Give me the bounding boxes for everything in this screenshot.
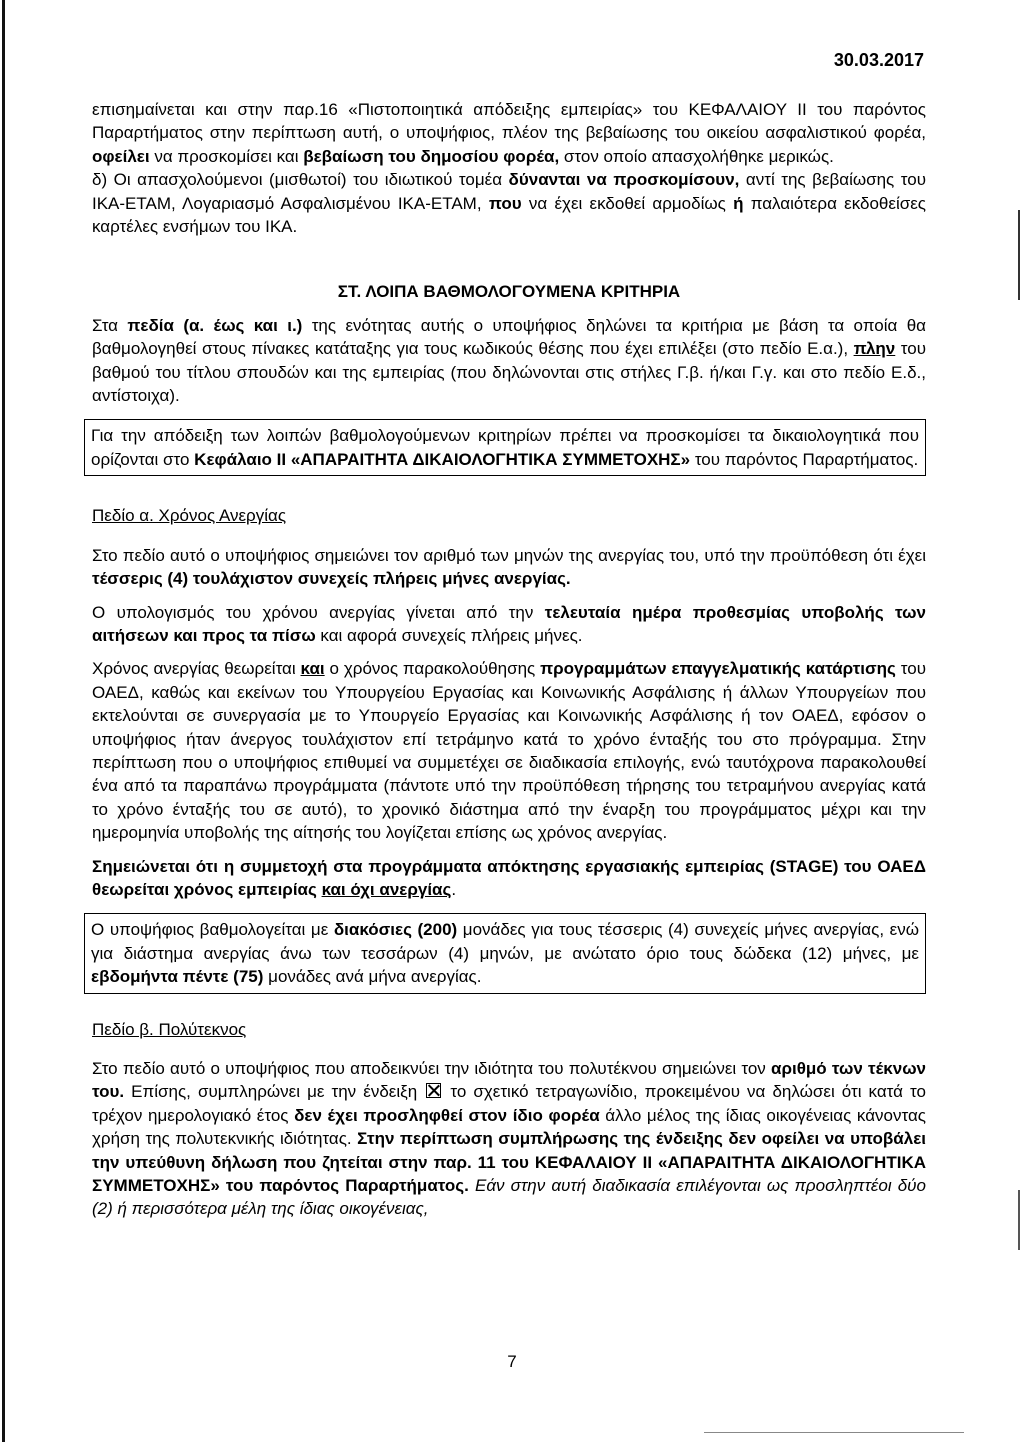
field-b-title: Πεδίο β. Πολύτεκνος [92,1019,247,1039]
checked-box-icon [426,1083,441,1098]
field-a-title: Πεδίο α. Χρόνος Ανεργίας [92,506,287,526]
unemployment-scoring-text: Ο υποψήφιος βαθμολογείται με διακόσιες (200) μονάδες για τους τέσσερις (4) συνεχείς μήνες ανεργίας, ενώ για διάστημα ανεργίας άνω των τεσσάρων (4) μηνών, με ανώτατο όριο τους δώδεκα (12) μήνες, με εβδομήντα πέντε (75) μονάδες ανά μήνα ανεργίας. [91,920,919,987]
scan-edge-left [2,0,5,1442]
field-a-paragraph-1: Στο πεδίο αυτό ο υποψήφιος σημειώνει τον αριθμό των μηνών της ανεργίας του, υπό την προϋπόθεση ότι έχει τέσσερις (4) τουλάχιστον συνεχείς πλήρεις μήνες ανεργίας. [92,545,926,589]
unemployment-scoring-box [84,913,926,993]
paragraph-d: δ) Οι απασχολούμενοι (μισθωτοί) του ιδιωτικού τομέα δύνανται να προσκομίσουν, αντί της βεβαίωσης του ΙΚΑ-ΕΤΑΜ, Λογαριασμό Ασφαλισμένου ΙΚΑ-ΕΤΑΜ, που να έχει εκδοθεί αρμοδίως ή παλαιότερα εκδοθείσες καρτέλες ενσήμων του ΙΚΑ. [92,170,926,237]
page-number: 7 [507,1352,517,1371]
field-a-paragraph-2: Ο υπολογισμός του χρόνου ανεργίας γίνεται από την τελευταία ημέρα προθεσμίας υποβολής των αιτήσεων και προς τα πίσω και αφορά συνεχείς πλήρεις μήνες. [92,602,926,645]
field-a-note: Σημειώνεται ότι η συμμετοχή στα προγράμματα απόκτησης εργασιακής εμπειρίας (STAGE) του ΟΑΕΔ θεωρείται χρόνος εμπειρίας και όχι ανεργίας. [92,856,926,899]
scan-edge-right [1018,210,1020,300]
field-b-paragraph: Στο πεδίο αυτό ο υποψήφιος που αποδεικνύει την ιδιότητα του πολυτέκνου σημειώνει τον αριθμό των τέκνων του. Επίσης, συμπληρώνει με την ένδειξη το σχετικό τετραγωνίδιο, προκειμένου να δηλώσει ότι κατά το τρέχον ημερολογιακό έτος δεν έχει προσληφθεί στον ίδιο φορέα άλλο μέλος της ίδιας οικογένειας κάνοντας χρήση της πολυτεκνικής ιδιότητας. Στην περίπτωση συμπλήρωσης της ένδειξης δεν οφείλει να υποβάλει την υπεύθυνη δήλωση που ζητείται στην παρ. 11 του ΚΕΦΑΛΑΙΟΥ ΙΙ «ΑΠΑΡΑΙΤΗΤΑ ΔΙΚΑΙΟΛΟΓΗΤΙΚΑ ΣΥΜΜΕΤΟΧΗΣ» του παρόντος Παραρτήματος. Εάν στην αυτή διαδικασία επιλέγονται ως προσληπτέοι δύο (2) ή περισσότερα μέλη της ίδιας οικογένειας, [92,1059,927,1219]
intro-paragraph: επισημαίνεται και στην παρ.16 «Πιστοποιητικά απόδειξης εμπειρίας» του ΚΕΦΑΛΑΙΟΥ ΙΙ του παρόντος Παραρτήματος στην περίπτωση αυτή, ο υποψήφιος, πλέον της βεβαίωσης του οικείου ασφαλιστικού φορέα, οφείλει να προσκομίσει και βεβαίωση του δημοσίου φορέα, στον οποίο απασχολήθηκε μερικώς. [92,100,926,166]
document-body [92,98,926,1221]
footer-rule [704,1432,964,1433]
section-heading: ΣΤ. ΛΟΙΠΑ ΒΑΘΜΟΛΟΓΟΥΜΕΝΑ ΚΡΙΤΗΡΙΑ [337,282,681,302]
field-a-paragraph-3: Χρόνος ανεργίας θεωρείται και ο χρόνος παρακολούθησης προγραμμάτων επαγγελματικής κατάρτισης του ΟΑΕΔ, καθώς και εκείνων του Υπουργείου Εργασίας και Κοινωνικής Ασφάλισης ή άλλων Υπουργείων που εκτελούνται σε συνεργασία με το Υπουργείο Εργασίας και Κοινωνικής Ασφάλισης ή τον ΟΑΕΔ, εφόσον ο υποψήφιος ήταν άνεργος τουλάχιστον επί τετράμηνο κατά το χρόνο ένταξής του στο πρόγραμμα. Στην περίπτωση που ο υποψήφιος επιθυμεί να συμμετέχει σε διαδικασία επιλογής, ενώ ταυτόχρονα παρακολουθεί ένα από τα παραπάνω προγράμματα (πάντοτε υπό την προϋπόθεση τήρησης του τετραμήνου ανεργίας κατά το χρόνο ένταξής του σε αυτό), το χρονικό διάστημα από την έναρξη του προγράμματος μέχρι και την ημερομηνία υποβολής της αίτησής του λογίζεται επίσης ως χρόνος ανεργίας. [92,659,926,843]
fields-paragraph: Στα πεδία (α. έως και ι.) της ενότητας αυτής ο υποψήφιος δηλώνει τα κριτήρια με βάση τα οποία θα βαθμολογηθεί στους πίνακες κατάταξης για τους κωδικούς θέσης που έχει επιλέξει (στο πεδίο Ε.α.), πλην του βαθμού του τίτλου σπουδών και της εμπειρίας (που δηλώνονται στις στήλες Γ.β. ή/και Γ.γ. και στο πεδίο Ε.δ., αντίστοιχα). [92,315,926,406]
document-date: 30.03.2017 [833,50,924,70]
supporting-documents-text: Για την απόδειξη των λοιπών βαθμολογούμενων κριτηρίων πρέπει να προσκομίσει τα δικαιολογητικά που ορίζονται στο Κεφάλαιο ΙΙ «ΑΠΑΡΑΙΤΗΤΑ ΔΙΚΑΙΟΛΟΓΗΤΙΚΑ ΣΥΜΜΕΤΟΧΗΣ» του παρόντος Παραρτήματος. [91,426,919,469]
supporting-documents-box [84,419,926,476]
scan-edge-right-lower [1018,1190,1020,1250]
